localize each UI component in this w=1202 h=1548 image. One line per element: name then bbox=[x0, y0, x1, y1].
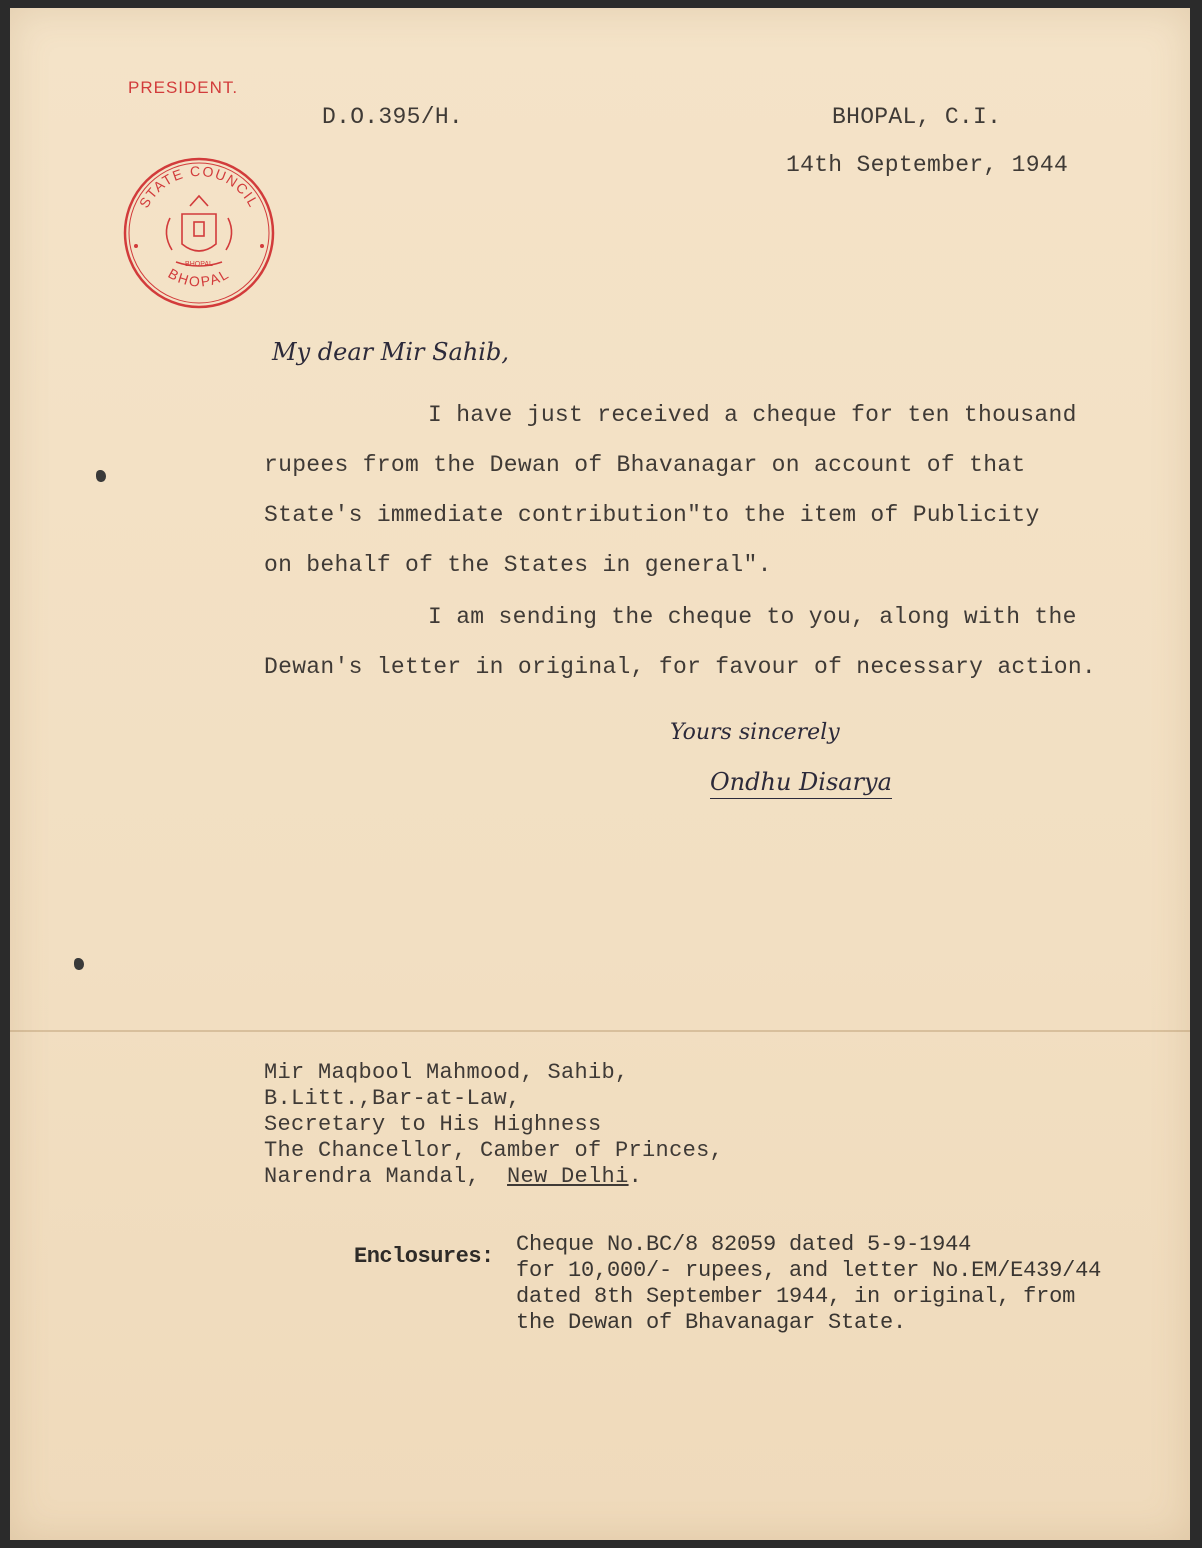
state-council-seal-icon bbox=[120, 154, 278, 312]
body-line: Dewan's letter in original, for favour of necessary action. bbox=[264, 654, 1097, 680]
reference-number: D.O.395/H. bbox=[322, 104, 464, 130]
body-line: State's immediate contribution"to the item of Publicity bbox=[264, 502, 1040, 528]
place-line: BHOPAL, C.I. bbox=[832, 104, 1002, 130]
addressee-last-line bbox=[264, 1164, 642, 1189]
addressee-city: New Delhi bbox=[507, 1164, 629, 1189]
body-line: I have just received a cheque for ten thousand bbox=[428, 402, 1077, 428]
signature: Ondhu Disarya bbox=[710, 768, 892, 799]
enclosure-line: the Dewan of Bhavanagar State. bbox=[516, 1310, 907, 1335]
svg-text:STATE COUNCIL bbox=[136, 163, 262, 211]
addressee-line: Mir Maqbool Mahmood, Sahib, bbox=[264, 1060, 629, 1085]
enclosure-line: Cheque No.BC/8 82059 dated 5-9-1944 bbox=[516, 1232, 972, 1257]
paper-fold bbox=[10, 1030, 1190, 1032]
letterhead-title: PRESIDENT. bbox=[128, 78, 239, 97]
addressee-district: Narendra Mandal, bbox=[264, 1164, 508, 1189]
addressee-line: Secretary to His Highness bbox=[264, 1112, 602, 1137]
seal-inner-text: BHOPAL bbox=[185, 261, 213, 268]
addressee-period: . bbox=[628, 1164, 643, 1189]
enclosure-line: for 10,000/- rupees, and letter No.EM/E439/44 bbox=[516, 1258, 1102, 1283]
punch-hole bbox=[96, 470, 106, 482]
punch-hole bbox=[74, 958, 84, 970]
enclosure-line: dated 8th September 1944, in original, from bbox=[516, 1284, 1076, 1309]
valediction: Yours sincerely bbox=[670, 720, 840, 745]
addressee-line: B.Litt.,Bar-at-Law, bbox=[264, 1086, 521, 1111]
svg-text:BHOPAL bbox=[166, 265, 233, 290]
salutation: My dear Mir Sahib, bbox=[272, 338, 509, 366]
body-line: rupees from the Dewan of Bhavanagar on account of that bbox=[264, 452, 1026, 478]
addressee-line: The Chancellor, Camber of Princes, bbox=[264, 1138, 724, 1163]
letter-date: 14th September, 1944 bbox=[786, 152, 1069, 178]
seal-top-text: STATE COUNCIL bbox=[135, 162, 263, 211]
body-line: on behalf of the States in general". bbox=[264, 552, 772, 578]
letter-sheet bbox=[10, 8, 1190, 1540]
enclosures-label: Enclosures: bbox=[354, 1244, 494, 1269]
seal-bottom-text: BHOPAL bbox=[165, 265, 233, 290]
body-line: I am sending the cheque to you, along with the bbox=[428, 604, 1077, 630]
